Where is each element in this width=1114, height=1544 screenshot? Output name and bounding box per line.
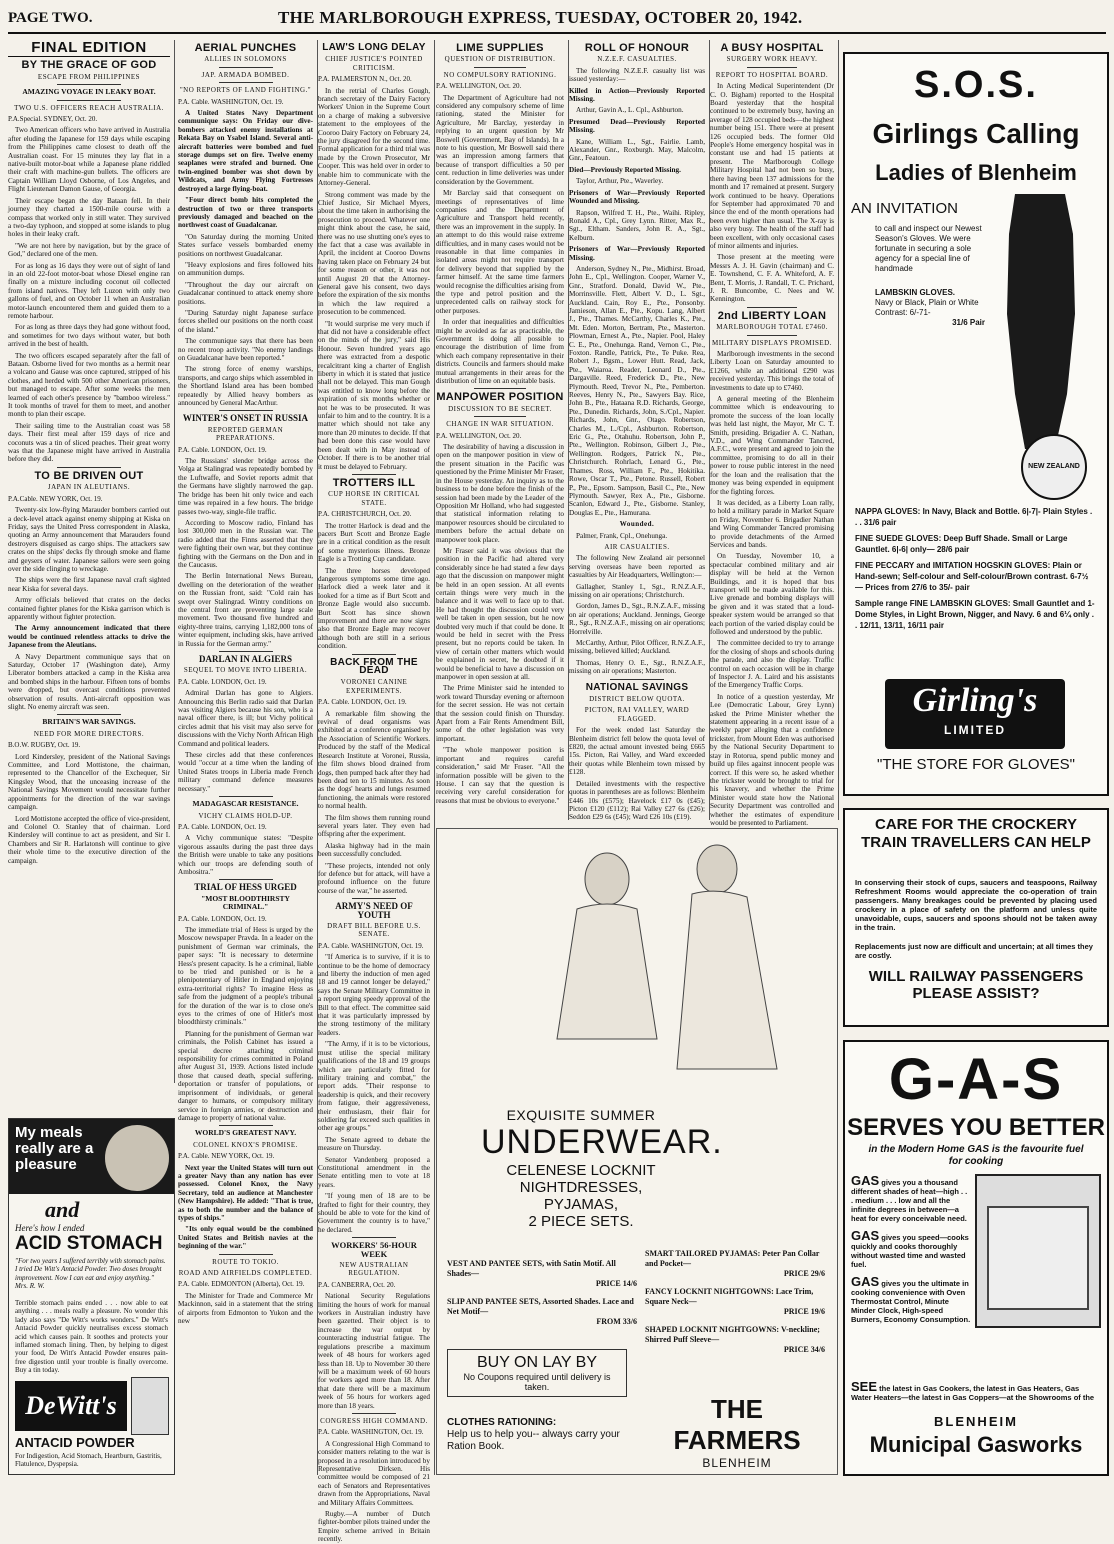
casualty-list: Anderson, Sydney N., Pte., Midhirst. Broad, John E., Cpl., Wellington. Cooper, Warner V., Gnr., Stratford. Donald, David W., Pte., Morrinsville. Flett, Albert V. D., L. Sgt., Auckland. Cain, Roy E., Pte., Ponsonby. Jamieson, Allan E., Pte., Kopu. Lang, Albert J., Pte., Thames. McCarthy, Charles K., Pte., Mt. Eden. Morton, Bertram, Pte., Masterton. Plowman, Ernest A., Pte., Napier. Pool, Haley C. E., Pte., Onehunga. Rand, Vernon C., Pte., Foxton. Randle, Patrick, Pte., Te Puke. Rea, Robert J., Bgsm., Lower Hutt. Read, Jack, Pte., Waiaroa. Reader, Leonard D., Pte., Dargaville. Reed, Frederick D., Pte., New Plymouth. Reed, Trevor N., Pte., Pemberton. Reeves, Henry N., Pte., Sawyers Bay. Rice, John B., Pte., Hataana R.D. Richards, George, Pte., Dunedin. Richards, John, S./Cpl., Napier. Richards, John, Gnr., Otago. Robertson, Charles M., L./Cpl., Ashburton. Robertson, Eric G., Pte., Otahuhu. Robertson, John P., Pte., Wellington. Robinson, Gilbert J., Pte., Wellington. Rodgers, Patrick N., Pte., Christchurch. Rohrlach, Lenard G., Pte., Thames. Ross, William F., Pte., Hokitika. Rowe, Oscar T., Pte., Petone. Russell, Robert P., Pte., Epsom. Sampson, Basil C., Pte., New Plymouth. Sawyer, Rex A., Pte., Gisborne. Scanlon, Edward J., Pte., Gisborne. Stanley, Douglas E., Pte., Hamurana. xyxy=(569,264,705,517)
item-price: PRICE 29/6 xyxy=(783,1269,825,1278)
paragraph: Army officials believed that crates on the decks contained fighter planes for the Kiska garrison which is apparently without fighter protection. xyxy=(8,596,170,621)
paragraph: A remarkable film showing the revival of dead organisms was exhibited at a conference organised by the Association of Scientific Workers. Produced by the staff of the Medical Research Institute at Voronei, Russia, the film shows blood drained from dogs, then pumped back after they had been dead ten to 15 minutes. As soon as the dogs' hearts and lungs resumed functioning, the animals were restored to normal health. xyxy=(318,709,430,811)
paragraph: The trotter Harlock is dead and the pacers Burt Scott and Bronze Eagle are in a critical condition as the result of some mysterious illness. Bronze Eagle is a Trotting Cup candidate. xyxy=(318,521,430,564)
headline-grace-of-god: BY THE GRACE OF GOD xyxy=(21,59,157,72)
farmers-underwear-ad xyxy=(436,828,838,1475)
item-description: SHAPED LOCKNIT NIGHTGOWNS: V-neckline; Shirred Puff Sleeve— xyxy=(645,1325,820,1344)
newspaper-title: THE MARLBOROUGH EXPRESS, TUESDAY, OCTOBER 20, 1942. xyxy=(278,8,803,27)
subhead: CHIEF JUSTICE'S POINTED CRITICISM. xyxy=(325,55,423,72)
subhead: NEED FOR MORE DIRECTORS. xyxy=(33,729,145,738)
testimonial: "For two years I suffered terribly with stomach pains. I tried De Witt's Antacid Powder. Two doses brought improvement. Now I can eat and enjoy anything." Mrs. R. W. xyxy=(15,1257,166,1291)
headline-liberty-loan: 2nd LIBERTY LOAN xyxy=(717,309,827,322)
subhead: AMAZING VOYAGE IN LEAKY BOAT. xyxy=(22,87,156,97)
gas-point-2: gives you speed—cooks quickly and cooks thoroughly without wasted time and wasted fuel. xyxy=(851,1233,969,1269)
headline-darlan: DARLAN IN ALGIERS xyxy=(198,654,293,664)
paragraph: The Department of Agriculture had not considered any compulsory scheme of lime rationing, stated the Minister for Agriculture, Mr Barclay, yesterday in replying to an urgent question by Mr Boswell (Government, Bay of Islands). In a note to his question, Mr Boswell said there was an impression among farmers that because of transport difficulties a 50 per cent. reduction in lime deliveries was under consideration by the Government. xyxy=(436,93,564,186)
tin-image xyxy=(131,1377,169,1435)
lambskin-price: 31/6 Pair xyxy=(952,318,985,327)
crockery-body: Replacements just now are difficult and uncertain; at all times they are costly. xyxy=(855,942,1093,960)
dewitts-ad xyxy=(8,1118,175,1475)
paragraph: "It would surprise me very much if that did not have a considerable effect on the minds of the jury," said His Honour. Seven hundred years ago there was extracted from a despotic recalcitrant king a charter of English liberty in which it is stated that justice shall not be delayed. This man Gough was entitled to know long before the expiration of six months whether or not he was to be prosecuted. It was unfair to him and to the country. It is a matter which should not take any more than 20 minutes to decide. If that had been done this case would have been dealt with in May instead of October. If there is to be another trial it must be delayed to February. xyxy=(318,319,430,471)
dateline: P.A. PALMERSTON N., Oct. 20. xyxy=(318,75,412,84)
headline-lime-supplies: LIME SUPPLIES xyxy=(456,42,544,54)
headline-hess: TRIAL OF HESS URGED xyxy=(194,882,297,893)
suede-gloves: FINE SUEDE GLOVES: Deep Buff Shade. Small or Large Gauntlet. 6|-6| only— 28/6 pair xyxy=(855,534,1068,554)
column-2 xyxy=(178,40,318,1475)
paragraph: Mr Fraser said it was obvious that the position in the Pacific had altered very considerably since he had stated a few days ago that the discussion on manpower might be held in an open session. At all events certain things were very much in the balance and it was well to face up to that. He had thought the discussion could very well be taken in open session, but he now doubted very much if that could be done. It would be held in secret with the Press present, but no reports could be taken. In view of certain other matters which would be explained in secret, he doubted if it would be beneficial to have a discussion on manpower in open session at all. xyxy=(436,546,564,682)
dateline: P.A. CHRISTCHURCH, Oct. 20. xyxy=(318,510,412,519)
paragraph: Twenty-six low-flying Marauder bombers carried out a deck-level attack against enemy shipping at Kiska on Friday, says the United Press correspondent in Alaska, quoting an Army announcement that Marauders found destroyers disguised as cargo ships. The attackers saw crates on the ships' decks fly through smoke and flame and geysers of water. Japanese sailors were seen going over the side clinging to wreckage. xyxy=(8,506,170,573)
coupon-note: No Coupons required until delivery is taken. xyxy=(463,1372,611,1392)
subhead: MILITARY DISPLAYS PROMISED. xyxy=(712,338,832,347)
casualty-section: Wounded. xyxy=(619,520,655,529)
nappa-gloves: NAPPA GLOVES: In Navy, Black and Bottle. 6|-7|- Plain Styles . . . 31/6 pair xyxy=(855,507,1093,527)
dateline: P.A. Cable. LONDON, Oct. 19. xyxy=(178,677,267,686)
paragraph: "During Saturday night Japanese surface forces shelled our positions on the north coast of the island." xyxy=(178,308,313,334)
headline-56-hour-week: WORKERS' 56-HOUR WEEK xyxy=(331,1240,417,1259)
paragraph: The following N.Z.E.F. casualty list was issued yesterday:— xyxy=(569,66,705,84)
store-for-gloves: "THE STORE FOR GLOVES" xyxy=(877,756,1075,773)
casualty-list: Kane, William L., Sgt., Fairlie. Lamb, Alexander, Gnr., Roxburgh. May, Malcolm, Gnr., Featoun. xyxy=(569,137,705,163)
subhead: PICTON, RAI VALLEY, WARD FLAGGED. xyxy=(584,706,690,723)
peccary-gloves: FINE PECCARY and IMITATION HOGSKIN GLOVES: Plain or Hand-sewn; Self-colour and Self-colour/Brown contrast. 6-7½— Prices from 27/6 to 35/- pair xyxy=(855,561,1089,592)
ad-title: CELENESE LOCKNIT xyxy=(506,1162,656,1179)
paragraph: A Congressional High Command to consider matters relating to the war is proposed in a resolution introduced by Representative Dirksen. His committee would be composed of 21 each of Senators and Representatives drawn from the Appropriations, Naval and Military Affairs Committees. xyxy=(318,1439,430,1507)
dateline: P.A. Cable. NEW YORK, Oct. 19. xyxy=(178,1152,275,1161)
paragraph: Thomas, Henry O. E., Sgt., R.N.Z.A.F., missing on air operations; Masterton. xyxy=(569,658,705,676)
headline-busy-hospital: A BUSY HOSPITAL xyxy=(720,42,824,54)
dateline: P.A.Special. SYDNEY, Oct. 20. xyxy=(8,115,98,124)
subhead: COLONEL KNOX'S PROMISE. xyxy=(193,1140,298,1149)
subhead: JAPAN IN ALEUTIANS. xyxy=(47,483,131,492)
column-6 xyxy=(710,40,839,827)
ladies-heading: Ladies of Blenheim xyxy=(875,160,1077,185)
see-label: SEE xyxy=(851,1379,878,1394)
ad-title-underwear: UNDERWEAR. xyxy=(481,1123,723,1161)
ad-footer: For Indigestion, Acid Stomach, Heartburn, Gastritis, Flatulence, Dyspepsia. xyxy=(15,1452,162,1469)
dateline: P.A. Cable. WASHINGTON, Oct. 19. xyxy=(178,97,284,106)
page-number: PAGE TWO. xyxy=(8,10,93,26)
subhead: TWO U.S. OFFICERS REACH AUSTRALIA. xyxy=(14,103,164,112)
paragraph: On Tuesday, November 10, a spectacular combined military and air display will be held at the Vernon Buildings, and it is hoped that bus transport will be made available for this. Live grenade and bombing displays will be given and it was stated that a loud-speaker system would be arranged so that each portion of the varied display could be followed and understood by the public. xyxy=(710,552,834,636)
paragraph: The film shows them running round several years later. They even had offspring after the experiment. xyxy=(318,813,430,839)
item-description: SMART TAILORED PYJAMAS: Peter Pan Collar and Pocket— xyxy=(645,1249,820,1268)
subhead: JAP. ARMADA BOMBED. xyxy=(201,70,290,79)
girlings-logo: Girling's xyxy=(912,682,1038,719)
ad-acid-stomach: ACID STOMACH xyxy=(15,1233,163,1254)
subhead: "NO REPORTS OF LAND FIGHTING." xyxy=(179,86,312,95)
paragraph: "If young men of 18 are to be drafted to fight for their country, they should be able to vote for the kind of Government the country is to have," he declared. xyxy=(318,1192,430,1234)
paragraph: Admiral Darlan has gone to Algiers. Announcing this Berlin radio said that Darlan was visiting Algiers because his son, who is a naval officer there, is ill; but Vichy political circles admit that his visit may also serve for discussions with the Vichy North African High Command and political leaders. xyxy=(178,689,313,748)
column-5 xyxy=(569,40,710,820)
item-description: SLIP AND PANTEE SETS, Assorted Shades. Lace and Net Motif— xyxy=(447,1297,634,1316)
subhead: N.Z.E.F. CASUALTIES. xyxy=(597,55,677,64)
subhead: SEQUEL TO MOVE INTO LIBERIA. xyxy=(183,666,308,675)
dateline: P.A. CANBERRA, Oct. 20. xyxy=(318,1280,396,1289)
dateline: P.A. Cable. LONDON, Oct. 19. xyxy=(178,914,267,923)
invitation-text: to call and inspect our Newest Season's Gloves. We were fortunate in securing a sole agency for a special line of handmade xyxy=(875,224,982,273)
paragraph: A general meeting of the Blenheim committee which is endeavouring to promote the success of the loan locally was held last night, the Mayor, Mr C. T. Smith, presiding. Brigadier A. C. Nathan, V.D., and Wing Commander Tancred, A.F.C., were present and agreed to join the committee, promising to do all in their power to rouse public interest in the need for the loan and the realisation that the money was being expended in equipment for the fighting forces. xyxy=(710,395,834,496)
subhead: SURGERY WORK HEAVY. xyxy=(726,55,818,64)
dateline: P.A. Cable. LONDON, Oct. 19. xyxy=(178,445,267,454)
ad-product: ANTACID POWDER xyxy=(15,1435,135,1450)
invitation-heading: AN INVITATION xyxy=(851,200,958,217)
headline-congress: CONGRESS HIGH COMMAND. xyxy=(320,1416,428,1425)
item-price: FROM 33/6 xyxy=(596,1317,637,1326)
lambskin-sample-range: Sample range FINE LAMBSKIN GLOVES: Small Gauntlet and 1-Dome Styles, in Light Brown, Nigger, and Navy. 6 and 6¼ only . . 12/11, 13/11, 16/11 pair xyxy=(855,599,1095,630)
gas-title: G-A-S xyxy=(888,1047,1064,1112)
gas-serves: SERVES YOU BETTER xyxy=(847,1114,1105,1141)
paragraph: "The whole manpower position is important and requires careful consideration," said Mr Fraser. "All the information possible will be given to the House. I can say that the question is receiving very careful consideration for reasons that must be obvious to everyone." xyxy=(436,746,564,805)
subhead: VORONEI CANINE EXPERIMENTS. xyxy=(340,678,408,695)
glove-illustration xyxy=(995,194,1085,454)
casualty-list: Rapson, Wilfred T. H., Pte., Waihi. Ripley, Ronald A., Cpl., Grey Lynn. Ritter, Max R., Sgt., Eltham. Sanders, John R. A., Sgt., Kelburn. xyxy=(569,208,705,242)
dateline: P.A.Cable. NEW YORK, Oct. 19. xyxy=(8,494,103,503)
item-description: VEST AND PANTEE SETS, with Satin Motif. All Shades— xyxy=(447,1259,616,1278)
paragraph: In order that inequalities and difficulties might be avoided as far as practicable, the Government is doing all possible to encourage the distribution of lime from which each company representative in their districts. Councils and farmers should make mutual arrangements in their areas for the distribution of lime on an equitable basis. xyxy=(436,318,564,386)
subhead: DISCUSSION TO BE SECRET. xyxy=(448,404,552,413)
ad-title: EXQUISITE SUMMER xyxy=(506,1107,656,1123)
crockery-notice xyxy=(843,808,1109,1027)
gas-tagline: in the Modern Home GAS is the favourite fuel for cooking xyxy=(868,1144,1084,1167)
paragraph: The strong force of enemy warships, transports, and cargo ships which assembled in the Shortland Island area has been bombed repeatedly by Allied heavy bombers as announced by General MacArthur. xyxy=(178,365,314,408)
casualty-section: Prisoners of War—Previously Reported Wounded and Missing. xyxy=(569,188,705,206)
paragraph: Strong comment was made by the Chief Justice, Sir Michael Myers, about the time taken in authorising the prosecution to proceed. Whatever one might think about the case, he said, there was no use shutting one's eyes to the fact that a case was available in April, the incident at Cooroo Downs having taken place on February 24 but for some reason or other, it was not until August 20 that the Attorney-General gave his consent, two days before the expiration of the six months in which the law required a prosecution to be commenced. xyxy=(318,190,430,317)
store-town: BLENHEIM xyxy=(702,1456,772,1470)
ad-title: NIGHTDRESSES, PYJAMAS, xyxy=(519,1179,643,1213)
paragraph: "Its only equal would be the combined United States and British navies at the beginning of the war." xyxy=(178,1225,313,1251)
column-3 xyxy=(318,40,435,1544)
paragraph: The Senate agreed to debate the measure on Thursday. xyxy=(318,1135,430,1153)
paragraph: McCarthy, Arthur, Pilot Officer, R.N.Z.A.F., missing, believed killed; Auckland. xyxy=(569,639,705,656)
paragraph: In Acting Medical Superintendent (Dr C. O. Bigham) reported to the Hospital Board yesterday that the hospital continued to be extremely busy, having an average of 128 occupied beds—the highest number being 151. There were at present 126 occupied beds. The former Old People's Home emergency hospital was in constant use and had 15 patients at present. The Marlborough College Military Hospital had not been so busy, there having been 137 admissions for the month and 17 remained at present. Surgery work continued to be heavy. Operations for September had approximated 70 and since the end of the month operations had been even higher than usual. The X-ray is also very busy. The health of the staff had been excellent, with only occasional cases of minor ailments and injuries. xyxy=(710,82,834,250)
paragraph: "Throughout the day our aircraft on Guadalcanar continued to attack enemy shore positions. xyxy=(178,280,313,306)
dateline: P.A. Cable. WASHINGTON, Oct. 19. xyxy=(318,941,424,950)
subhead: ALLIES IN SOLOMONS xyxy=(204,55,287,64)
dateline: P.A. WELLINGTON, Oct. 20. xyxy=(436,82,522,91)
headline-navy: WORLD'S GREATEST NAVY. xyxy=(194,1128,297,1138)
ad-headline: pleasure xyxy=(15,1156,77,1173)
paragraph: Their sailing time to the Australian coast was 58 days. Their first meal after 159 days of rice and coconuts was a tin of sliced peaches. Their great worry was that the Japanese might have arrived in Australia before they did. xyxy=(8,421,170,464)
paragraph: "The Army, if it is to be victorious, must utilise the special military qualifications of the 18 and 19 groups which are particularly fitted for military training and combat," the report adds. "Their response to leadership is quick, and their recovery from fatigue, their aggressiveness, their enthusiasm, their flair for soldiering far exceed such qualities in other age groups." xyxy=(318,1040,430,1133)
rationing-heading: CLOTHES RATIONING: xyxy=(447,1417,557,1428)
paragraph: These circles add that these conferences would "occur at a time when the landing of United States troops in Liberia made French military command defence measures necessary." xyxy=(178,751,313,793)
paragraph: "On Saturday during the morning United States surface vessels bombarded enemy positions on northwest Guadalcanar. xyxy=(178,232,313,258)
paragraph: For as long as three days they had gone without food, and sometimes for two days without water, but both arrived in the best of health. xyxy=(8,323,170,349)
edition-label: FINAL EDITION xyxy=(31,39,147,56)
headline-army-youth: ARMY'S NEED OF YOUTH xyxy=(335,901,413,920)
ad-subline: Here's how I ended xyxy=(15,1223,85,1233)
paragraph: The Russians' slender bridge across the Volga at Stalingrad was repeatedly bombed by the Luftwaffe, and Soviet reports admit that the Germans have slightly narrowed the gap. The bridge has been hit only twice and each time was repaired in a few hours. The bridge passes two-way, single-file traffic. xyxy=(178,457,313,516)
item-description: FANCY LOCKNIT NIGHTGOWNS: Lace Trim, Square Neck— xyxy=(645,1287,814,1306)
paragraph: A Vichy communique states: "Despite vigorous assaults during the past three days the British were unable to take any positions which our troops are defending south of Ambositra." xyxy=(178,834,313,876)
casualty-list: Taylor, Arthur, Pte., Waverley. xyxy=(576,177,664,186)
gasworks-name: Municipal Gasworks xyxy=(869,1432,1083,1457)
paragraph: Gallagher, Stanley I., Sgt., R.N.Z.A.F., missing on air operations; Christchurch. xyxy=(569,582,705,599)
paragraph: The Army announcement indicated that there would be continued relentless attacks to drive the Japanese from the Aleutians. xyxy=(8,624,170,650)
paragraph: Detailed investments with the respective quotas in parentheses are as follows: Blenheim £446 10s (£575); Havelock £17 0s (£45); Picton £120 (£112); Rai Valley £27 6s (£26); Seddon £29 6s (£45); Ward £26 10s (£19). xyxy=(569,779,705,822)
casualty-list: Palmer, Frank, Cpl., Onehunga. xyxy=(576,531,668,540)
paragraph: For the week ended last Saturday the Blenheim district fell below the quota level of £820, the actual amount invested being £665 15s. Picton, Rai Valley, and Ward exceeded their quotas while Blenheim town missed by £128. xyxy=(569,726,705,777)
paragraph: The immediate trial of Hess is urged by the Moscow newspaper Pravda. In a leader on the punishment of German war criminals, the paper says: "It is necessary to determine Hess's present capacity. Is he a criminal, liable to be tried and punished or is he a plenipotentiary of Hitler in England enjoying extra-territorial rights? To imagine Hess as safe from the judgment of a people's tribunal for the duration of the war is to close one's eyes to the crimes of one of Hitler's most bloodthirsty criminals." xyxy=(178,925,313,1027)
gasworks-town: BLENHEIM xyxy=(934,1414,1018,1429)
gas-see-text: the latest in Gas Cookers, the latest in Gas Heaters, Gas Water Heaters—the latest in Gas Coppers—at the Showrooms of the xyxy=(851,1384,1095,1402)
gas-point-1: gives you a thousand different shades of heat—high . . . medium . . . low and all the infinite degrees in between—a heat for every conceivable need. xyxy=(851,1178,968,1223)
models-illustration xyxy=(457,839,817,1099)
logo-limited: LIMITED xyxy=(944,723,1006,737)
paragraph: It was decided, as a Liberty Loan rally, to hold a military parade in Market Square on Friday, November 6. Brigadier Nathan and Wing Commander Tancred promising to provide detachments of the Armed Services and bands. xyxy=(710,498,834,549)
column-1 xyxy=(8,40,175,1083)
subhead: REPORTED GERMAN PREPARATIONS. xyxy=(207,425,284,443)
subhead: DRAFT BILL BEFORE U.S. SENATE. xyxy=(327,922,421,939)
ad-and: and xyxy=(45,1197,80,1222)
dateline: B.O.W. RUGBY, Oct. 19. xyxy=(8,741,81,750)
column-4 xyxy=(436,40,569,820)
subhead: REPORT TO HOSPITAL BOARD. xyxy=(715,70,829,79)
subhead: DISTRICT BELOW QUOTA. xyxy=(589,695,685,704)
paragraph: In the retrial of Charles Gough, branch secretary of the Dairy Factory Workers' Union in the Supreme Court on a charge of making a subversive statement to the employees of the Cooroo Dairy Factory on February 24, the jury disagreed for the second time. Formal application for a third trial was made by the Crown Prosecutor, Mr Cooper. This was held over in order to enable him to communicate with the Attorney-General. xyxy=(318,86,430,188)
paragraph: Planning for the punishment of German war criminals, the Polish Cabinet has issued a special decree attaching criminal responsibility for crimes committed in Poland after August 31, 1939. Actions listed include those that caused death, special suffering, deportation or transfer of populations, or imprisonment of individuals, or general danger to humans, or compulsory military service in foreign armies, or destruction and damage to property of national value. xyxy=(178,1029,313,1122)
headline-driven-out: TO BE DRIVEN OUT xyxy=(34,469,144,482)
paragraph: Lord Mottistone accepted the office of vice-president, and Colonel O. Stanley that of chairman. Lord Kindersley will continue to act as president, and Sir I. Chambers and Sir R. Harlatonsh will continue to give their whole time to the executive direction of the campaign. xyxy=(8,814,170,865)
lay-by-heading: BUY ON LAY BY xyxy=(476,1354,598,1371)
paragraph: The Berlin International News Bureau, dwelling on the deterioration of the weather on the Russian front, said: "Cold rain has swept over Stalingrad. Wintry conditions on the central front are preventing large scale movement. Two thousand five hundred and eighty-three trains, carrying 1,182,000 tons of winter equipment, including skis, have arrived in Russia for the German army." xyxy=(178,572,313,648)
crockery-heading: CARE FOR THE CROCKERY TRAIN TRAVELLERS CAN HELP xyxy=(861,816,1091,851)
subhead: MARLBOROUGH TOTAL £7460. xyxy=(716,323,828,332)
girlings-calling-heading: Girlings Calling xyxy=(872,118,1080,149)
paragraph: Those present at the meeting were Messrs A. J. H. Gavin (chairman) and C. E. Townshend, C. F. A. Whiteford, A. F. Bent, T. Morris, J. Randall, T. C. Prichard, J. R. Buncombe, C. Nees and W. Kennington. xyxy=(710,253,834,304)
dateline: P.A. Cable. EDMONTON (Alberta), Oct. 19. xyxy=(178,1280,305,1289)
gas-cooker-image xyxy=(975,1174,1101,1328)
headline-tokio: ROUTE TO TOKIO. xyxy=(212,1257,279,1266)
girlings-gloves-ad xyxy=(843,52,1109,796)
item-price: PRICE 34/6 xyxy=(783,1345,825,1354)
ad-headline: My meals xyxy=(15,1124,83,1141)
subhead: VICHY CLAIMS HOLD-UP. xyxy=(198,811,293,820)
ad-body: Terrible stomach pains ended . . . now able to eat anything . . . meals really a pleasure. No wonder this lady also says "De Witt's works wonders." De Witt's Antacid Powder quickly neutralises excess stomach acid which causes pain. It soothes and protects your inflamed stomach lining. Then, by helping to digest your food, De Witt's Antacid Powder ensures pain-free digestion until your trouble is finally overcome. Buy a tin today. xyxy=(15,1299,168,1375)
item-price: PRICE 14/6 xyxy=(595,1279,637,1288)
paragraph: A Navy Department communique says that on Saturday, October 17 (Washington date), Army Liberator bombers attacked a camp in the Kiska area and bombed ships in the harbour. Fifteen tons of bombs were dropped, but overcast conditions prevented observation of results. Anti-aircraft opposition was slight. No enemy aircraft was seen. xyxy=(8,652,170,712)
paragraph: The Minister for Trade and Commerce Mr Mackinnon, said in a statement that the string of airports from Edmonton to Yukon and the new xyxy=(178,1291,313,1326)
crockery-appeal: WILL RAILWAY PASSENGERS PLEASE ASSIST? xyxy=(868,968,1084,1002)
paragraph: Mr Barclay said that consequent on meetings of representatives of lime companies and the Department of Agriculture and Transport held recently, there was an improvement in the supply. In an attempt to do this would raise extreme difficulties, and in many cases would not be reasonable in that lime companies in isolated areas might not require transport for delivery beyond that supplied by the farmer himself. At the same time farmers would recognise the difficulties arising from the type and petrol position and the unprecedented calls on railway stock for other purposes. xyxy=(436,189,564,315)
paragraph: Alaska highway had in the main been successfully concluded. xyxy=(318,841,430,859)
masthead xyxy=(8,6,1106,34)
quality-seal: NEW ZEALAND xyxy=(1021,434,1087,500)
paragraph: Gordon, James D., Sgt., R.N.Z.A.F., missing on air operations; Auckland. Jennings, George R., Sgt., R.N.Z.A.F., missing on air operations; Horrelville. xyxy=(569,602,705,636)
subhead-air-casualties: AIR CASUALTIES. xyxy=(604,542,670,551)
paragraph: National Security Regulations limiting the hours of work for manual workers in Australian industry have been gazetted. Their object is to increase the war output by counteracting industrial fatigue. The regulations prescribe a maximum week of 48 hours for workers aged less than 18. Up to November 30 there will be a maximum week of 60 hours for workers aged more than 18. After that date there will be a maximum week of 56 hours for workers aged more than 18 years. xyxy=(318,1292,430,1410)
paragraph: Senator Vandenberg proposed a Constitutional amendment in the Senate entitling men to vote at 18 years. xyxy=(318,1155,430,1189)
subhead: "MOST BLOODTHIRSTY CRIMINAL." xyxy=(201,893,290,912)
headline-roll-of-honour: ROLL OF HONOUR xyxy=(584,42,690,54)
woman-portrait-image xyxy=(105,1125,169,1191)
subhead: CHANGE IN WAR SITUATION. xyxy=(446,420,554,429)
headline-aerial-punches: AERIAL PUNCHES xyxy=(194,42,297,54)
farmers-store-name: THE FARMERS xyxy=(673,1394,801,1455)
gas-point-3: gives you the ultimate in cooking convenience with Oven Thermostat Control, Minute Minder Clock, High-speed Burners, Economy Consumption. xyxy=(851,1279,971,1324)
paragraph: In notice of a question yesterday, Mr Lee (Democratic Labour, Grey Lynn) asked the Prime Minister whether the statement appearing in a recent issue of a weekly paper alleging that a confidence trickster, from Mount Eden was authorised by the National Security Department to stay in Rotorua, spend public money and build up files against innocent people was correct. If this were so, he asked whether the trickster would be brought to trial for his knavery, and whether the Prime Minister would state how the National Security Department was controlled and whether the estimates of expenditure would be presented to Parliament. xyxy=(710,692,834,827)
dateline: P.A. Cable. WASHINGTON, Oct. 19. xyxy=(318,1428,424,1437)
casualty-list: Arthur, Gavin A., L. Cpl., Ashburton. xyxy=(576,106,684,115)
casualty-section: Killed in Action—Previously Reported Missing. xyxy=(569,86,705,104)
casualty-section: Prisoners of War—Previously Reported Missing. xyxy=(569,245,705,262)
paragraph: Lord Kindersley, president of the National Savings Committee, and Lord Mottistone, the chairman, represented to the Chancellor of the Exchequer, Sir Kingsley Wood, that the unceasing increase of the National Savings Movement would necessitate further appointments for the direction of the war savings campaign. xyxy=(8,752,170,812)
headline-back-from-dead: BACK FROM THE DEAD xyxy=(330,656,418,677)
paragraph: The Prime Minister said he intended to work toward Thursday evening or afternoon for the secret session. He was not certain that the session could finish on Thursday. Apart from a Fair Rents Amendment Bill, some of the other legislation was very important. xyxy=(436,684,564,743)
subhead: QUESTION OF DISTRIBUTION. xyxy=(444,55,556,64)
paragraph: Rugby.—A number of Dutch fighter-bomber pilots trained under the Empire scheme arrived in Britain recently. xyxy=(318,1510,430,1544)
rationing-note: Help us to help you-- always carry your Ration Book. xyxy=(447,1429,620,1452)
paragraph: The three horses developed dangerous symptoms some time ago. Harlock died a week later and it looked for a time as if Burt Scott and Bronze Eagle would also succumb. Burt Scott has since shown improvement and there are now signs also that Bronze Eagle may recover although both are still in a serious condition. xyxy=(318,566,430,651)
paragraph: Marlborough investments in the second Liberty Loan on Saturday amounted to £1266, while an additional £290 was received yesterday. This brings the total of investments to date up to £7460. xyxy=(710,350,834,392)
headline-winter-russia: WINTER'S ONSET IN RUSSIA xyxy=(182,413,309,424)
paragraph: The two officers escaped separately after the fall of Bataan. Osborne lived for two months as a hermit near a volcano and Gause was once captured, stripped of his clothes, and herded with 500 other American prisoners, but managed to escape. After some weeks the men learned of each other's presence by "bamboo wireless." It took months of travel for them to meet, and another month to plan their escape. xyxy=(8,351,170,419)
dateline: P.A. Cable. LONDON, Oct. 19. xyxy=(178,822,267,831)
paragraph: The following New Zealand air personnel serving overseas have been reported as casualties by Air Headquarters, Wellington:— xyxy=(569,554,705,580)
paragraph: According to Moscow radio, Finland has lost 300,000 men in the Russian war. The radio added that the Finns asserted that they were fighting their own war, but they continue fighting with the Germans on the Don and in the Caucasus. xyxy=(178,518,313,569)
headline-laws-delay: LAW'S LONG DELAY xyxy=(322,42,426,53)
paragraph: "We are not here by navigation, but by the grace of God," declared one of the men. xyxy=(8,241,170,259)
crockery-body: In conserving their stock of cups, saucers and teaspoons, Railway Refreshment Rooms would appreciate the co-operation of train passengers. Many breakages could be prevented by placing used crockery in a place of safety on the platform and unless quite unavoidable, cups, saucers and spoons should not be taken away in the train. xyxy=(855,878,1097,932)
subhead: NEW AUSTRALIAN REGULATION. xyxy=(339,1261,409,1278)
subhead: ESCAPE FROM PHILIPPINES xyxy=(37,72,141,81)
subhead: ROAD AND AIRFIELDS COMPLETED. xyxy=(178,1269,313,1277)
ad-headline: really are a xyxy=(15,1140,94,1157)
ad-title: 2 PIECE SETS. xyxy=(528,1213,634,1230)
paragraph: "Four direct bomb hits completed the destruction of two or three transports previously damaged and beached on the northwest coast of Guadalcanar. xyxy=(178,196,313,230)
paragraph: Next year the United States will turn out a greater Navy than any nation has ever possessed. Colonel Knox, the Navy Secretary, told an audience at Manchester (New Hampshire). He added: "That is true, as to both the number and the balance of types of ships." xyxy=(178,1163,313,1222)
headline-madagascar: MADAGASCAR RESISTANCE. xyxy=(192,799,299,809)
headline-manpower: MANPOWER POSITION xyxy=(436,391,564,404)
paragraph: A United States Navy Department communique says: On Friday our dive-bombers attacked enemy installations at Rekata Bay on Ysabel Island. Several anti-aircraft batteries were bombed and fuel storage dumps set on fire. Twelve enemy seaplanes were strafed and burned. One twin-engined bomber was shot down by Wildcats, and Army Flying Fortresses destroyed a large flying-boat. xyxy=(178,109,313,193)
paragraph: The communique says that there has been no recent troop activity. "No enemy landings on Guadalcanar have been reported." xyxy=(178,337,313,362)
lambskin-heading: LAMBSKIN GLOVES. xyxy=(875,288,956,297)
paragraph: The desirability of having a discussion in open on the manpower position in view of the present situation in the Pacific was questioned by the Prime Minister Mr Fraser, in the House yesterday. An inquiry as to the business to be done before the finish of the session had been made by the Leader of the Opposition Mr Holland, who had suggested that statistical information relating to manpower resources should be circulated to members before the actual debate on manpower took place. xyxy=(436,443,564,544)
paragraph: For as long as 16 days they were out of sight of land in an old 22-foot motor-boat whose Diesel engine ran finally on a mixture including coconut oil collected from island natives. They left Luzon with only two gallons of fuel, and on October 11 when an Australian motor-launch encountered them and guided them to a remote harbour. xyxy=(8,261,170,320)
item-price: PRICE 19/6 xyxy=(783,1307,825,1316)
headline-trotters: TROTTERS ILL xyxy=(332,476,416,489)
dateline: P.A. Cable. LONDON, Oct. 19. xyxy=(318,698,407,707)
paragraph: The committee decided to try to arrange for the closing of shops and schools during the parade, and also the display. Traffic control on each occasion will be in charge of Inspector J. A. Laird and his assistants of the Emergency Traffic Corps. xyxy=(710,639,834,690)
casualty-section: Died—Previously Reported Missing. xyxy=(569,165,681,174)
dewitts-logo: DeWitt's xyxy=(15,1381,127,1431)
subhead: NO COMPULSORY RATIONING. xyxy=(443,70,557,79)
paragraph: "These projects, intended not only for defence but for attack, will have a profound influence on the future course of the war," he asserted. xyxy=(318,861,430,895)
lambskin-desc: Navy or Black, Plain or White Contrast: 6/-71- xyxy=(875,298,979,317)
paragraph: "If America is to survive, if it is to continue to be the home of democracy and liberty the induction of men aged 18 and 19 cannot longer be delayed," says the Senate Military Committee in a report urging speedy approval of the Bill to that effect. The committee said that it was particularly impressed by the strong testimony of the military leaders. xyxy=(318,953,430,1037)
paragraph: The ships were the first Japanese naval craft sighted near Kiska for several days. xyxy=(8,576,170,593)
headline-national-savings: NATIONAL SAVINGS xyxy=(585,681,689,693)
subhead: CUP HORSE IN CRITICAL STATE. xyxy=(328,490,420,507)
paragraph: Two American officers who have arrived in Australia after eluding the Japanese for 159 days while escaping from the Philippines came closest to death off the Australian coast. For 15 minutes they lay flat in a native-built motor-boat while a Japanese plane riddled their craft with machine-gun bullets. The officers are Captain William Lloyd Osborne, of Los Angeles, and Flight Lieutenant Damon Gause, of Georgia. xyxy=(8,126,170,194)
gas-ad: G-A-S SERVES YOU BETTER in the Modern Home GAS is the favourite fuel for cooking GAS gives you a thousand different shades of heat—high . . . medium . . . low and all the infinite degrees in between—a heat for every conceivable need. GAS gives you speed—cooks quickly and cooks thoroughly without wasted time and wasted fuel. GAS gives you the ultimate in cooking convenience with Oven Thermostat Control, Minute Minder Clock, High-speed Burners, Economy Consumption. SEE the latest in Gas Cookers, the latest in Gas Heaters, Gas Water Heaters—the latest in Gas Coppers—at the Showrooms of the BLENHEIM Municipal Gasworks xyxy=(843,1040,1109,1476)
paragraph: "Heavy explosions and fires followed hits on ammunition dumps. xyxy=(178,260,313,278)
headline-war-savings: BRITAIN'S WAR SAVINGS. xyxy=(42,717,136,727)
dateline: P.A. WELLINGTON, Oct. 20. xyxy=(436,431,522,440)
casualty-section: Presumed Dead—Previously Reported Missing. xyxy=(569,117,705,135)
paragraph: Their escape began the day Bataan fell. In their journey they charted a 1500-mile course with a compass that worked only in still water. They survived a two-day typhoon, and stopped at some islands to plug holes in their leaky craft. xyxy=(8,196,170,239)
sos-heading: S.O.S. xyxy=(914,64,1038,106)
